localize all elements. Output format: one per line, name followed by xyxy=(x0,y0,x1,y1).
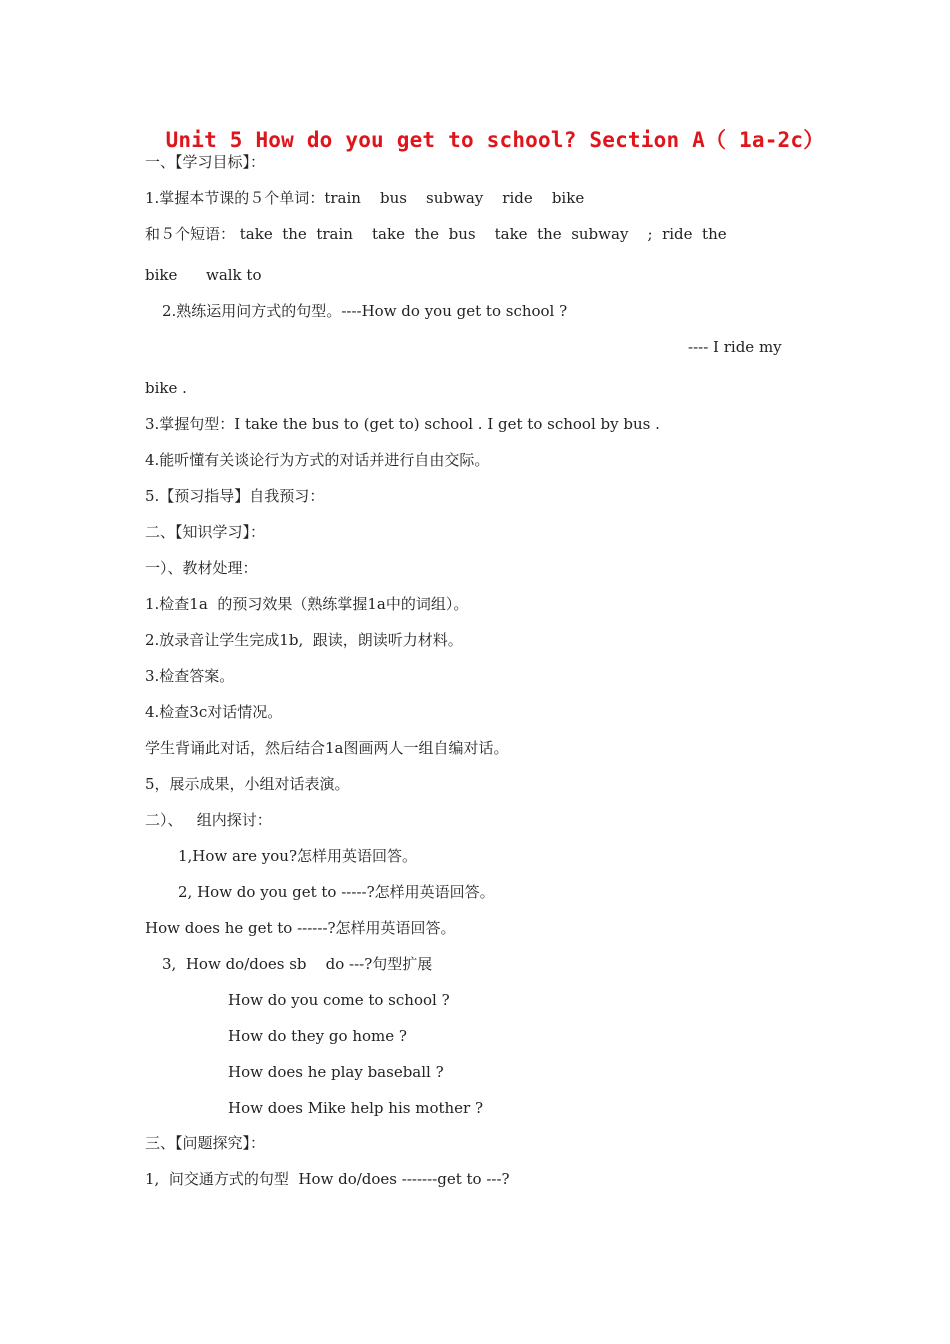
textbook-step-4: 4.检查3c对话情况。 xyxy=(145,703,283,721)
textbook-step-5: 5，展示成果，小组对话表演。 xyxy=(145,775,350,793)
objective-5: 5.【预习指导】自我预习： xyxy=(145,487,325,505)
objective-2: 2.熟练运用问方式的句型。----How do you get to school ? xyxy=(162,302,568,320)
discussion-1: 1,How are you?怎样用英语回答。 xyxy=(178,847,417,865)
example-sentence-2: How do they go home ? xyxy=(228,1027,407,1045)
example-sentence-1: How do you come to school ? xyxy=(228,991,450,1009)
discussion-3: 3, How do/does sb do ---?句型扩展 xyxy=(162,955,433,973)
textbook-step-4-cont: 学生背诵此对话，然后结合1a图画两人一组自编对话。 xyxy=(145,739,509,757)
objective-1-phrases: 和５个短语： take the train take the bus take the subway ; ride the xyxy=(145,225,727,243)
objective-2-answer-cont: bike . xyxy=(145,379,187,397)
objective-1: 1.掌握本节课的５个单词：train bus subway ride bike xyxy=(145,189,585,207)
subsection-textbook: 一）、教材处理： xyxy=(145,559,258,577)
textbook-step-1: 1.检查1a 的预习效果（熟练掌握1a中的词组）。 xyxy=(145,595,469,613)
textbook-step-2: 2.放录音让学生完成1b, 跟读，朗读听力材料。 xyxy=(145,631,463,649)
discussion-2-cont: How does he get to ------?怎样用英语回答。 xyxy=(145,919,456,937)
subsection-group-discussion: 二）、 组内探讨： xyxy=(145,811,272,829)
example-sentence-4: How does Mike help his mother ? xyxy=(228,1099,484,1117)
example-sentence-3: How does he play baseball ? xyxy=(228,1063,444,1081)
section-one-heading: 一、【学习目标】： xyxy=(145,153,266,171)
objective-4: 4.能听懂有关谈论行为方式的对话并进行自由交际。 xyxy=(145,451,490,469)
document-title: Unit 5 How do you get to school? Section A（ 1a-2c） xyxy=(165,128,825,152)
section-three-heading: 三、【问题探究】： xyxy=(145,1134,266,1152)
objective-1-phrases-cont: bike walk to xyxy=(145,266,262,284)
discussion-2: 2, How do you get to -----?怎样用英语回答。 xyxy=(178,883,495,901)
problem-1: 1, 问交通方式的句型 How do/does -------get to ---? xyxy=(145,1170,510,1188)
section-two-heading: 二、【知识学习】： xyxy=(145,523,266,541)
objective-3: 3.掌握句型：I take the bus to (get to) school . I get to school by bus . xyxy=(145,415,660,433)
objective-2-answer: ---- I ride my xyxy=(688,338,782,356)
textbook-step-3: 3.检查答案。 xyxy=(145,667,235,685)
